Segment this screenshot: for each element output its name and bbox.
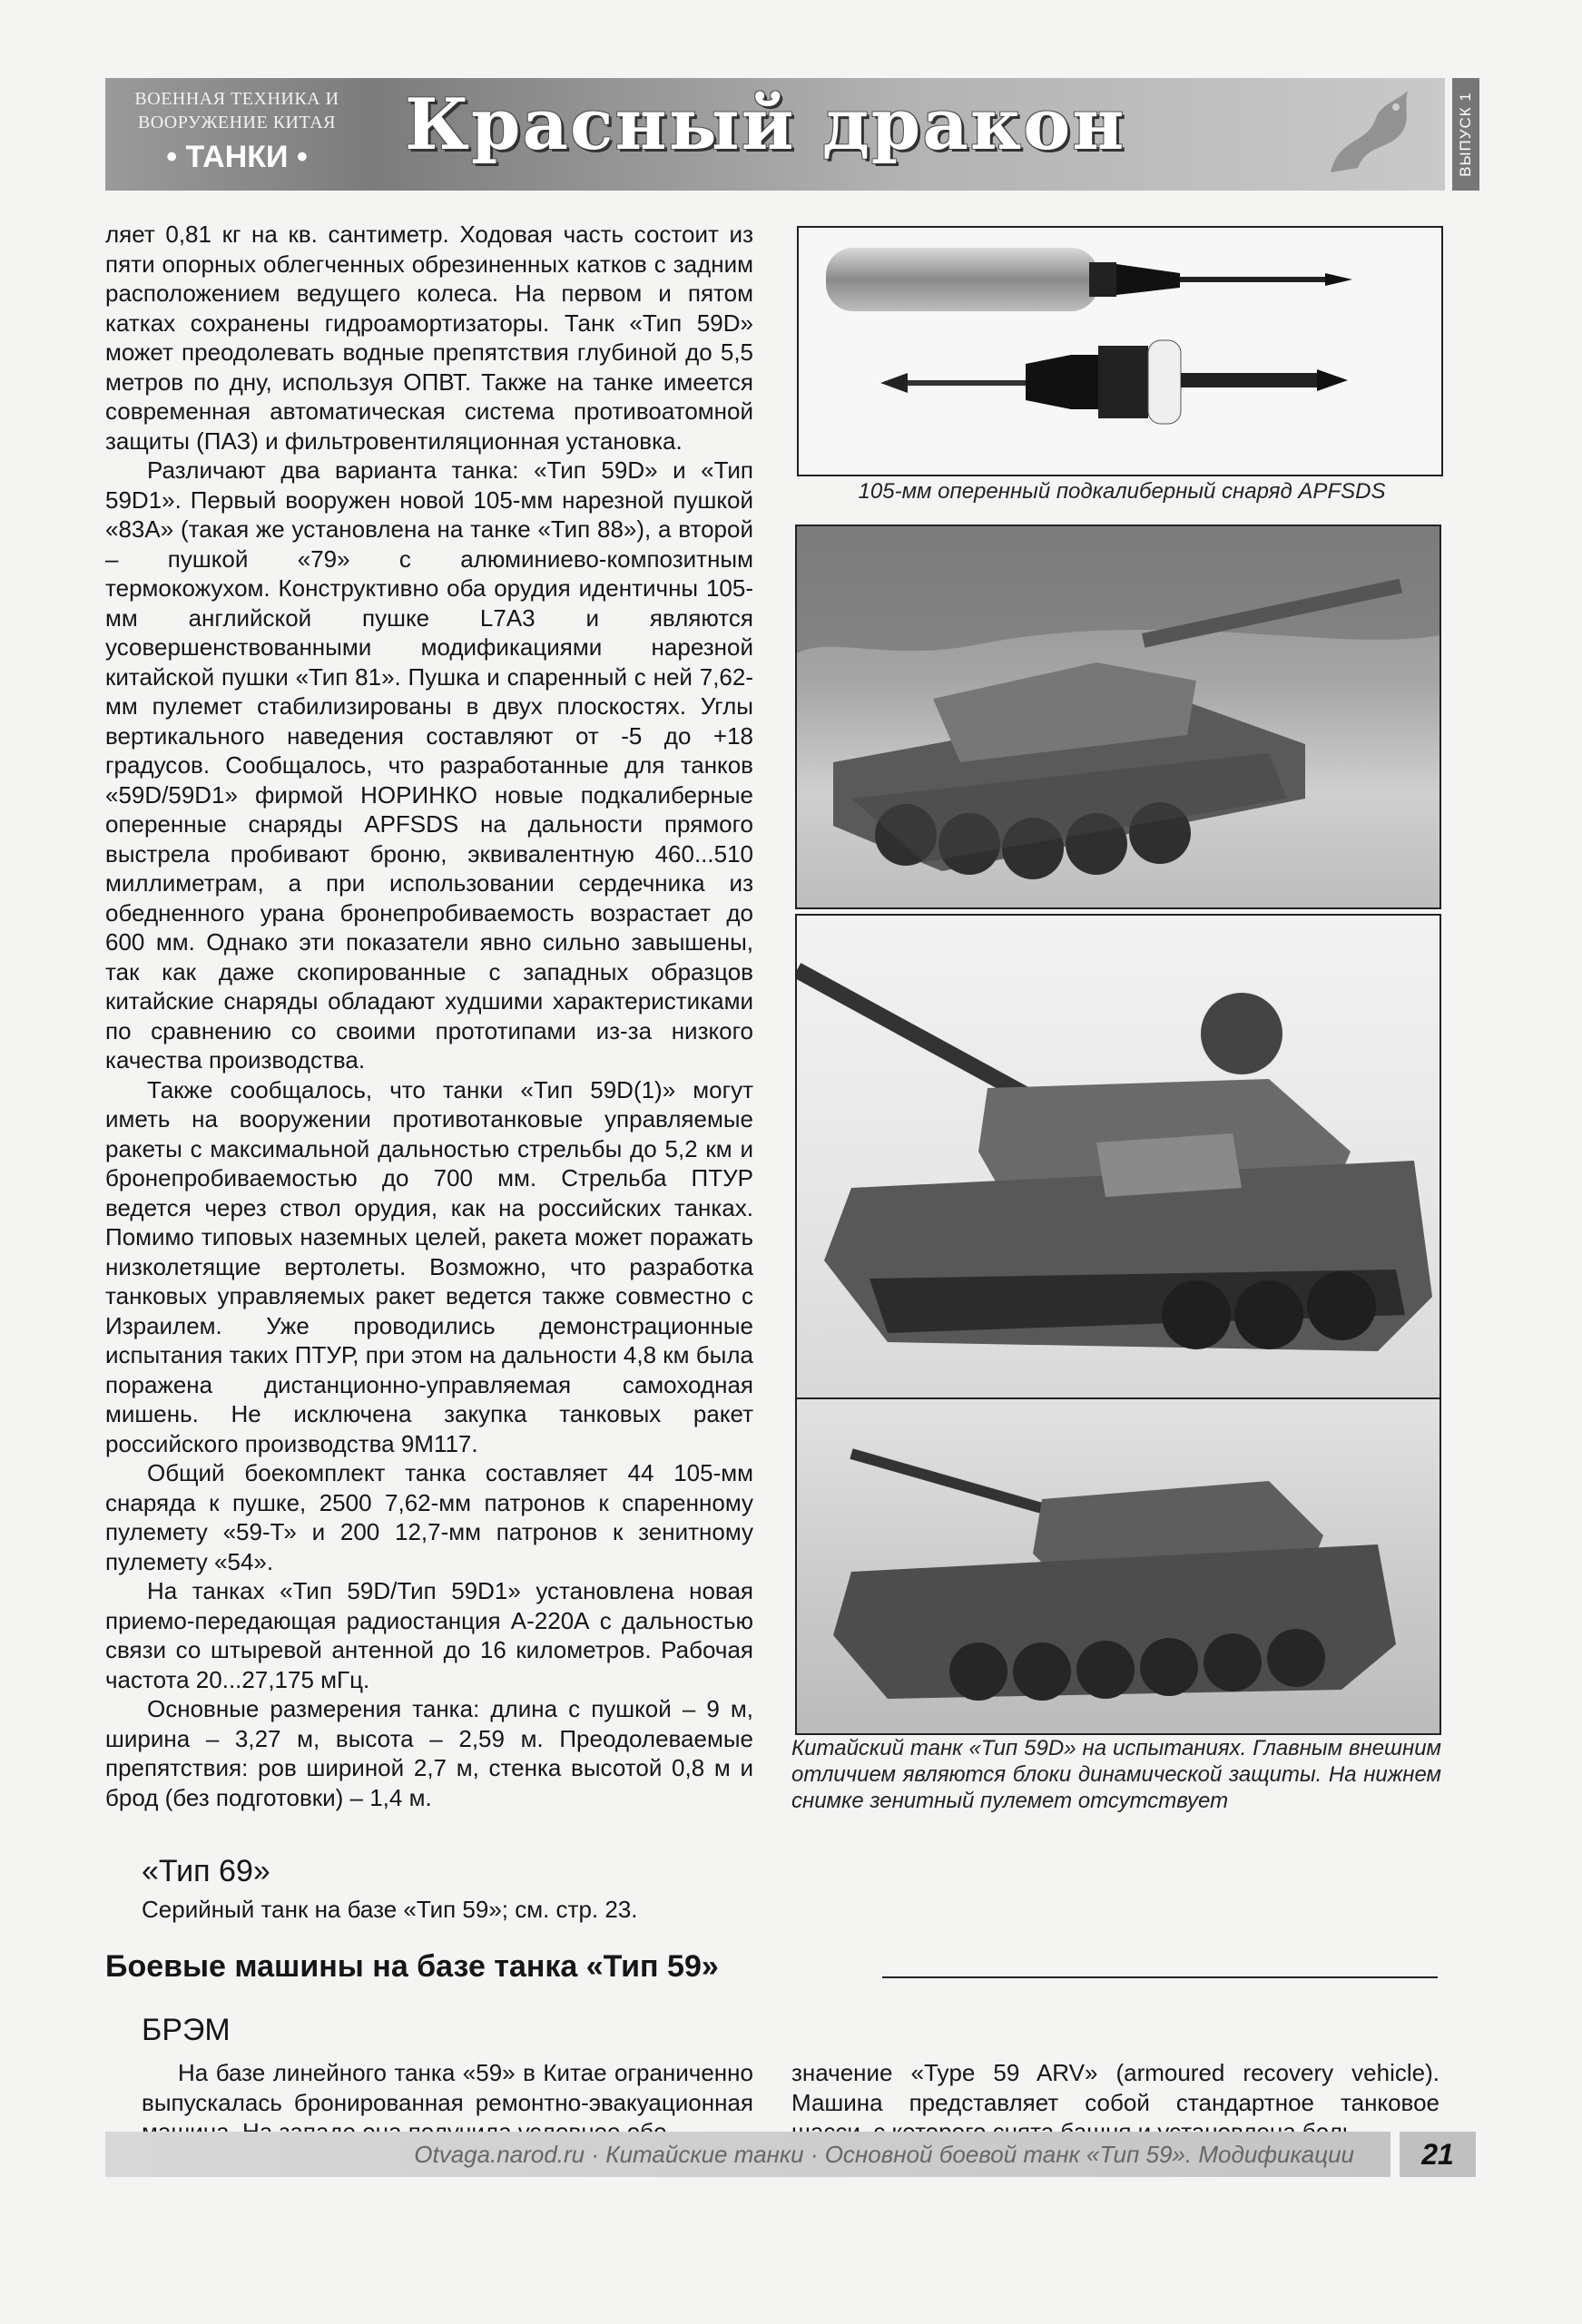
paragraph: Общий боекомплект танка составляет 44 105-мм снаряда к пушке, 2500 7,62-мм патронов к спаренному пулемету «59-Т» и 200 12,7-мм патронов к зенитному пулемету «54».: [105, 1459, 753, 1575]
tank-photo-1: [795, 525, 1441, 909]
tank-image-3: [797, 1399, 1440, 1733]
magazine-title: Красный дракон: [405, 83, 1126, 166]
page-footer: [105, 2132, 1390, 2177]
article-body: [105, 220, 753, 1812]
paragraph: Также сообщалось, что танки «Тип 59D(1)» могут иметь на вооружении противотанковые управляемые ракеты с максимальной дальностью стрельбы до 5,2 км и бронепробиваемостью до 700 мм. Стрельба ПТУР ведется через ствол орудия, как на российских танках. Помимо типовых наземных целей, ракета может поражать низколетящие вертолеты. Возможно, что разработка танковых управляемых ракет ведется также совместно с Израилем. Уже проводились демонстрационные испытания таких ПТУР, при этом на дальности 4,8 км была поражена дистанционно-управляемая самоходная мишень. Не исключена закупка танковых ракет российского производства 9М117.: [105, 1075, 753, 1457]
type69-note: Серийный танк на базе «Тип 59»; см. стр. 23.: [142, 1896, 638, 1923]
issue-label: ВЫПУСК 1: [1457, 92, 1474, 177]
tank-image-2: [797, 916, 1440, 1398]
paragraph: ляет 0,81 кг на кв. сантиметр. Ходовая часть состоит из пяти опорных облегченных обрезиненных катков с задним расположением ведущего колеса. На первом и пятом катках сохранены гидроамортизаторы. Танк «Тип 59D» может преодолевать водные препятствия глубиной до 5,5 метров по дну, используя ОПВТ. Также на танке имеется современная автоматическая система противоатомной защиты (ПАЗ) и фильтровентиляционная установка.: [105, 221, 753, 455]
tank-image-1: [797, 526, 1440, 907]
tank-photo-2: [795, 914, 1441, 1400]
series-line-1: ВОЕННАЯ ТЕХНИКА И: [134, 89, 339, 109]
section-rule: [882, 1976, 1438, 1978]
footer-text: Otvaga.narod.ru · Китайские танки · Основной боевой танк «Тип 59». Модификации: [414, 2141, 1354, 2168]
tank-caption: Китайский танк «Тип 59D» на испытаниях. Главным внешним отличием являются блоки динамической защиты. На нижнем снимке зенитный пулемет отсутствует: [791, 1736, 1441, 1813]
apfsds-shell-image: [799, 228, 1441, 475]
paragraph: Различают два варианта танка: «Тип 59D» и «Тип 59D1». Первый вооружен новой 105-мм нарезной пушкой «83А» (такая же установлена на танке «Тип 88»), а второй – пушкой «79» с алюминиево-композитным термокожухом. Конструктивно оба орудия идентичны 105-мм английской пушке L7A3 и являются усовершенствованными модификациями нарезной китайской пушки «Тип 81». Пушка и спаренный с ней 7,62-мм пулемет стабилизированы в двух плоскостях. Углы вертикального наведения составляют от -5 до +18 градусов. Сообщалось, что разработанные для танков «59D/59D1» фирмой НОРИНКО новые подкалиберные оперенные снаряды APFSDS на дальности прямого выстрела пробивают броню, эквивалентную 460...510 миллиметрам, а при использовании сердечника из обедненного урана бронепробиваемость возрастает до 600 мм. Однако эти показатели явно сильно завышены, так как даже скопированные с западных образцов китайские снаряды обладают худшими характеристиками по сравнению со своими прототипами из-за низкого качества производства.: [105, 456, 753, 1074]
series-label: [105, 78, 368, 191]
type69-title: «Тип 69»: [142, 1854, 270, 1888]
paragraph: Основные размерения танка: длина с пушкой – 9 м, ширина – 3,27 м, высота – 2,59 м. Преодолеваемые препятствия: ров шириной 2,7 м, стенка высотой 0,8 м и брод (без подготовки) – 1,4 м.: [105, 1695, 753, 1811]
section-subheading: БРЭМ: [142, 2013, 231, 2047]
dragon-icon: [1312, 82, 1421, 187]
series-line-3: • ТАНКИ •: [166, 140, 308, 174]
shell-photo: [797, 226, 1443, 476]
shell-caption: 105-мм оперенный подкалиберный снаряд APFSDS: [858, 479, 1386, 504]
paragraph: значение «Type 59 ARV» (armoured recovery vehicle). Машина представляет собой стандартное танковое: [791, 2059, 1440, 2116]
paragraph: На танках «Тип 59D/Тип 59D1» установлена новая приемо-передающая радиостанция А-220А с дальностью связи со штыревой антенной до 16 километров. Рабочая частота 20...27,175 мГц.: [105, 1577, 753, 1693]
section-heading: Боевые машины на базе танка «Тип 59»: [105, 1949, 719, 1984]
page-header: [105, 78, 1445, 191]
issue-tab: [1452, 78, 1479, 191]
page-number: 21: [1400, 2132, 1476, 2177]
paragraph: На базе линейного танка «59» в Китае ограниченно выпускалась бронированная ремонтно-эвакуационная: [142, 2059, 753, 2116]
tank-photo-3: [795, 1397, 1441, 1735]
series-line-2: ВООРУЖЕНИЕ КИТАЯ: [137, 113, 337, 132]
